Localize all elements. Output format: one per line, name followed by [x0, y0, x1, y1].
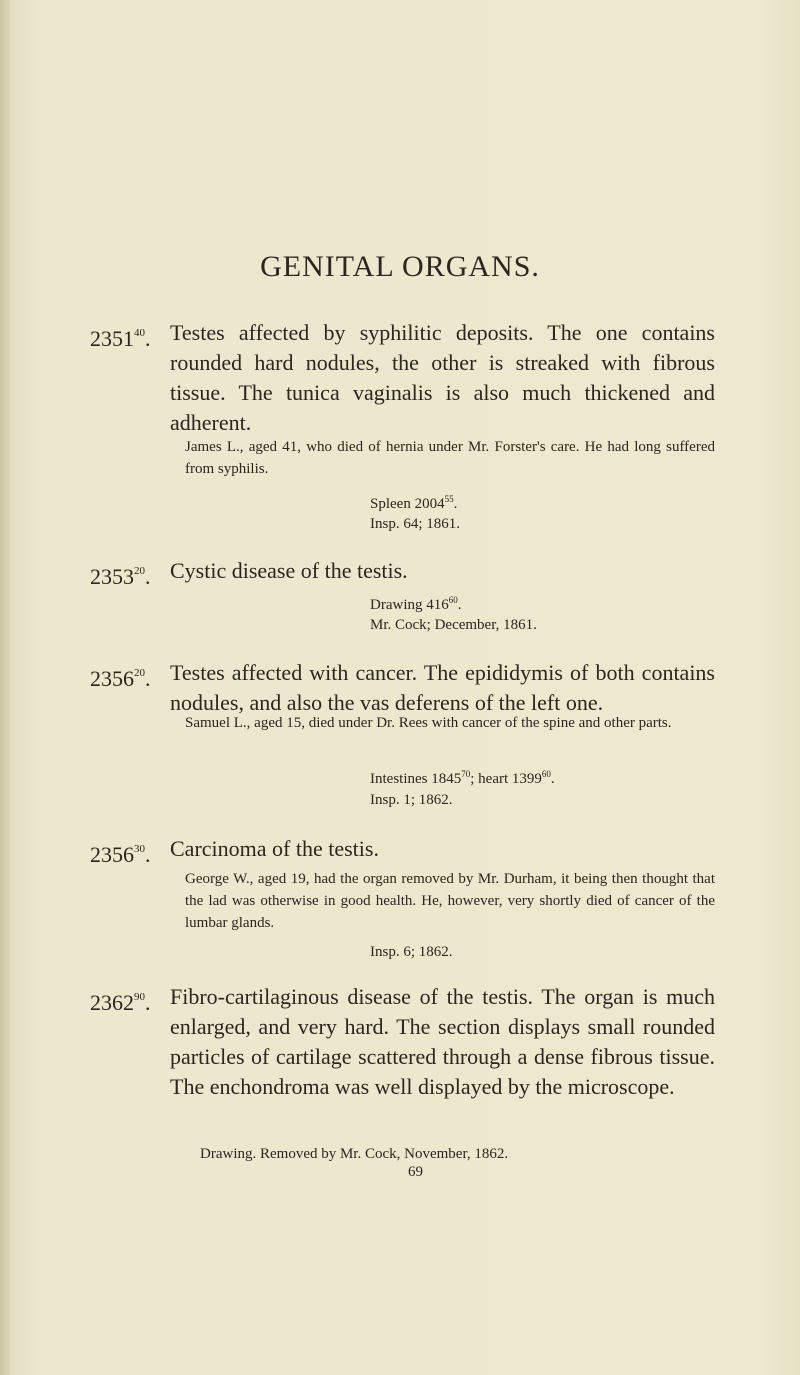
- entry-description: Fibro-cartilaginous disease of the testis. The organ is much enlarged, and very hard. The section displays small rounded particles of cartilage scattered through a dense fibrous tissue. The enchondroma was well displayed by the microscope.: [170, 984, 715, 1099]
- entry-description: Testes affected by syphilitic deposits. The one contains rounded hard nodules, the other is streaked with fibrous tissue. The tunica vaginalis is also much thickened and adherent.: [170, 320, 715, 435]
- entry-reference: Drawing $416^{60}$.: [370, 595, 462, 613]
- entry-inspection: Insp. 64; 1861.: [370, 516, 460, 532]
- entry-reference: Intestines 1845$^{70}$; heart 1399$^{60}$.: [370, 769, 555, 787]
- entry-number: 2356$^{20}$.: [90, 666, 151, 691]
- entry-note: George W., aged 19, had the organ removed by Mr. Durham, it being then thought that the lad was otherwise in good health. He, however, very shortly died of cancer of the lumbar glands.: [185, 871, 715, 931]
- entry-number: 2351$^{40}$.: [90, 326, 151, 351]
- entry-reference: Spleen 2004$^{55}$.: [370, 494, 458, 512]
- page-title: GENITAL ORGANS.: [260, 250, 540, 283]
- page-number: 69: [408, 1164, 423, 1180]
- entry-number: 2362$^{90}$.: [90, 990, 151, 1015]
- entry-inspection: Insp. 1; 1862.: [370, 792, 453, 808]
- entry-number: 2353$^{20}$.: [90, 564, 151, 589]
- entry-note: Samuel L., aged 15, died under Dr. Rees with cancer of the spine and other parts.: [185, 715, 672, 731]
- entry-description: Testes affected with cancer. The epididymis of both contains nodules, and also the vas deferens of the left one.: [170, 660, 715, 715]
- binding-edge: [0, 0, 10, 1375]
- entry-inspection: Insp. 6; 1862.: [370, 944, 453, 960]
- entry-description: Carcinoma of the testis.: [170, 836, 379, 861]
- entry-description: Cystic disease of the testis.: [170, 558, 408, 583]
- entry-source: Mr. Cock; December, 1861.: [370, 617, 537, 633]
- entry-note: James L., aged 41, who died of hernia under Mr. Forster's care. He had long suffered from syphilis.: [185, 439, 715, 477]
- entry-source: Drawing. Removed by Mr. Cock, November, 1862.: [200, 1146, 509, 1162]
- entry-number: 2356$^{30}$.: [90, 842, 151, 867]
